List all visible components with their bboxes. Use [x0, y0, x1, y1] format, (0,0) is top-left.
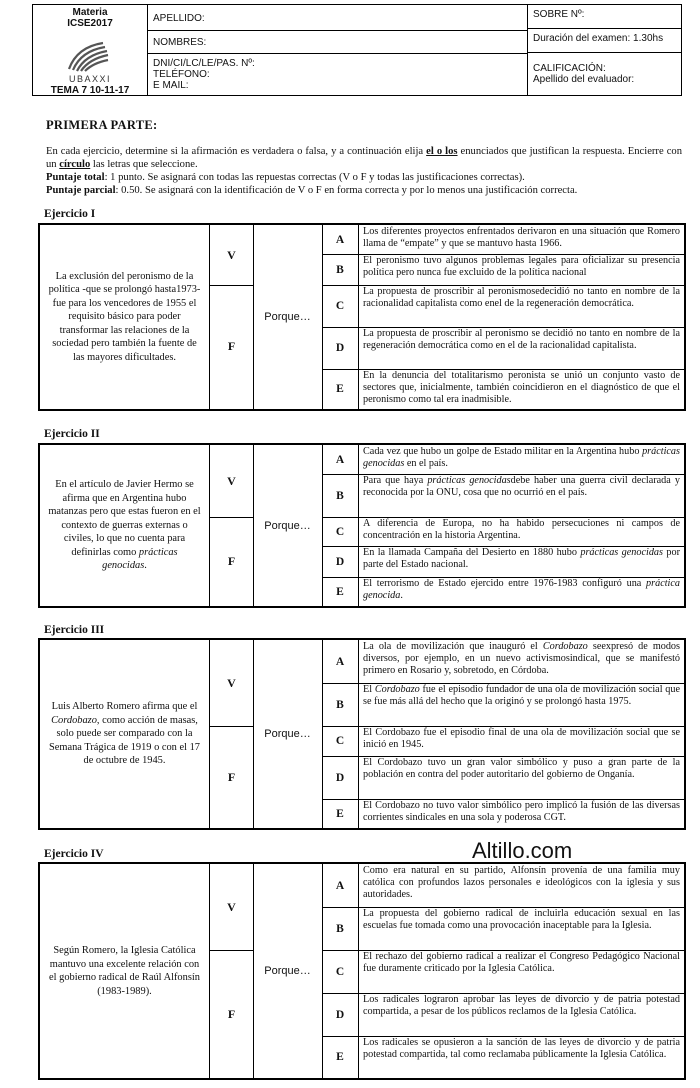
option-letter[interactable]: E	[322, 799, 359, 828]
materia-code: ICSE2017	[67, 18, 113, 29]
tema-label: TEMA 7 10-11-17	[50, 85, 130, 96]
exercise-3	[38, 638, 686, 830]
porque-label: Porque…	[253, 864, 323, 1078]
option-letter[interactable]: D	[322, 546, 359, 577]
option-text: La ola de movilización que inauguró el Cordobazo seexpresó de modos diversos, por ejemplo, en un nuevo activismosindical, que se manifestó primero en Rosario y, sobretodo, en Córdoba.	[363, 641, 680, 677]
exercise-2	[38, 443, 686, 608]
option-row[interactable]	[322, 254, 684, 286]
option-row[interactable]	[322, 327, 684, 370]
exercise-4	[38, 862, 686, 1080]
option-text: La propuesta del gobierno radical de incluirla educación sexual en las escuelas fue tomada como una provocación inaceptable para la Iglesia.	[363, 908, 680, 932]
exercise-1	[38, 223, 686, 411]
watermark: Altillo.com	[472, 838, 573, 863]
option-text: La propuesta de proscribir al peronismo se decidió no tanto en nombre de la regeneración democrática como en el de la racionalidad capitalista.	[363, 328, 680, 352]
instructions: En cada ejercicio, determine si la afirmación es verdadera o falsa, y a continuación elija el o los enunciados que justifican la respuesta. Encierre con un círculo las letras que seleccione.	[46, 146, 682, 170]
option-letter[interactable]: B	[322, 907, 359, 950]
option-text: El Cordobazo tuvo un gran valor simbólico y puso a gran parte de la población en contra del poder autoritario del gobierno de Onganía.	[363, 757, 680, 781]
option-letter[interactable]: B	[322, 474, 359, 517]
exercise-3-title: Ejercicio III	[44, 624, 105, 636]
option-letter[interactable]: A	[322, 225, 359, 254]
option-letter[interactable]: C	[322, 950, 359, 993]
option-row[interactable]	[322, 907, 684, 951]
false-option[interactable]: F	[210, 950, 254, 1078]
option-text: El Cordobazo fue el episodio fundador de una ola de movilización social que se fue más allá del hecho que la originó y se prolongó hasta 1975.	[363, 684, 681, 708]
option-row[interactable]	[322, 369, 684, 409]
option-row[interactable]	[322, 799, 684, 828]
exam-header	[32, 4, 682, 96]
apellido-field[interactable]: APELLIDO:	[153, 13, 205, 24]
puntaje-parcial: Puntaje parcial: 0.50. Se asignará con la identificación de V o F en forma correcta y por lo menos una justificación correcta.	[46, 185, 578, 196]
option-text: Para que haya prácticas genocidasdebe haber una guerra civil declarada y reconocida por la ONU, cosa que no ocurrió en el país.	[363, 475, 680, 499]
option-text: Como era natural en su partido, Alfonsín provenía de una familia muy católica con profundos lazos personales e ideológicos con la iglesia y sus autoridades.	[363, 865, 680, 901]
duracion-label: Duración del examen: 1.30hs	[533, 33, 664, 44]
option-row[interactable]	[322, 474, 684, 518]
option-text: Cada vez que hubo un golpe de Estado militar en la Argentina hubo prácticas genocidas en el país.	[363, 446, 680, 470]
telefono-field[interactable]: TELÉFONO:	[153, 69, 210, 80]
option-row[interactable]	[322, 1036, 684, 1078]
true-option[interactable]: V	[210, 445, 254, 518]
option-row[interactable]	[322, 993, 684, 1037]
porque-label: Porque…	[253, 225, 323, 409]
exercise-1-title: Ejercicio I	[44, 208, 96, 220]
logo-text: UBAXXI	[68, 74, 111, 84]
exercise-statement: La exclusión del peronismo de la política -que se prolongó hasta1973- fue para los vencedores de 1955 el requisito básico para poder transformar las relaciones de la sociedad pero también la fuente de las mayores dificultades.	[40, 225, 210, 409]
option-letter[interactable]: B	[322, 683, 359, 726]
option-row[interactable]	[322, 546, 684, 578]
option-text: La propuesta de proscribir al peronismosedecidió no tanto en nombre de la racionalidad capitalista como enel de la regeneración democrática.	[363, 286, 680, 310]
exercise-statement: En el artículo de Javier Hermo se afirma que en Argentina hubo matanzas pero que estas fueron en el contexto de guerras externas o civiles, lo que no cuenta para definirlas como prácticas genocidas.	[40, 445, 210, 606]
option-row[interactable]	[322, 225, 684, 255]
false-option[interactable]: F	[210, 726, 254, 828]
exercise-statement: Según Romero, la Iglesia Católica mantuvo una excelente relación con el gobierno radical de Raúl Alfonsín (1983-1989).	[40, 864, 210, 1078]
evaluador-field[interactable]: Apellido del evaluador:	[533, 74, 635, 85]
option-text: El rechazo del gobierno radical a realizar el Congreso Pedagógico Nacional fue duramente criticado por la Iglesia Católica.	[363, 951, 680, 975]
option-row[interactable]	[322, 640, 684, 684]
option-letter[interactable]: C	[322, 726, 359, 756]
option-row[interactable]	[322, 683, 684, 727]
option-text: El Cordobazo fue el episodio final de una ola de movilización social que se inició en 1945.	[363, 727, 680, 751]
sobre-field[interactable]: SOBRE Nº:	[533, 9, 585, 20]
option-row[interactable]	[322, 864, 684, 908]
porque-label: Porque…	[253, 640, 323, 828]
option-letter[interactable]: B	[322, 254, 359, 285]
option-letter[interactable]: A	[322, 640, 359, 683]
puntaje-total: Puntaje total: 1 punto. Se asignará con todas las repuestas correctas (V o F y todas las justificaciones correctas).	[46, 172, 525, 183]
true-option[interactable]: V	[210, 640, 254, 727]
false-option[interactable]: F	[210, 517, 254, 606]
calificacion-field[interactable]: CALIFICACIÓN:	[533, 63, 606, 74]
option-letter[interactable]: D	[322, 327, 359, 369]
option-text: Los radicales se opusieron a la sanción de las leyes de divorcio y de patria potestad compartida, tal como reclamaba públicamente la Iglesia Católica.	[363, 1037, 680, 1061]
option-text: El Cordobazo no tuvo valor simbólico pero implicó la fusión de las diversas corrientes sindicales en una sola y poderosa CGT.	[363, 800, 680, 824]
porque-label: Porque…	[253, 445, 323, 606]
option-letter[interactable]: E	[322, 577, 359, 606]
option-letter[interactable]: E	[322, 369, 359, 409]
option-row[interactable]	[322, 517, 684, 547]
option-row[interactable]	[322, 445, 684, 475]
option-text: A diferencia de Europa, no ha habido persecuciones ni campos de concentración en la historia Argentina.	[363, 518, 680, 542]
option-text: En la denuncia del totalitarismo peronista se unió un conjunto vasto de sectores que, inicialmente, también coincidieron en el diagnóstico de que el peronismo como tal era inadmisible.	[363, 370, 680, 406]
option-text: Los radicales lograron aprobar las leyes de divorcio y de patria potestad compartida, a pesar de los públicos reclamos de la Iglesia Católica.	[363, 994, 680, 1018]
exercise-4-title: Ejercicio IV	[44, 848, 104, 860]
nombres-field[interactable]: NOMBRES:	[153, 37, 207, 48]
exercise-statement: Luis Alberto Romero afirma que el Cordobazo, como acción de masas, solo puede ser comparado con la Semana Trágica de 1919 o con el 17 de octubre de 1945.	[40, 640, 210, 828]
true-option[interactable]: V	[210, 225, 254, 286]
option-letter[interactable]: D	[322, 756, 359, 799]
email-field[interactable]: E MAIL:	[153, 80, 189, 91]
true-option[interactable]: V	[210, 864, 254, 951]
option-letter[interactable]: A	[322, 864, 359, 907]
option-text: El peronismo tuvo algunos problemas legales para oficializar su presencia política pero nunca fue excluido de la política nacional	[363, 255, 680, 279]
option-row[interactable]	[322, 950, 684, 994]
option-letter[interactable]: E	[322, 1036, 359, 1078]
section-title: PRIMERA PARTE:	[46, 118, 158, 132]
option-text: Los diferentes proyectos enfrentados derivaron en una situación que Romero llama de “empate” y que se mantuvo hasta 1966.	[363, 226, 680, 250]
option-letter[interactable]: C	[322, 285, 359, 327]
option-row[interactable]	[322, 577, 684, 606]
option-letter[interactable]: D	[322, 993, 359, 1036]
ubaxxi-logo-icon	[63, 41, 113, 73]
option-text: El terrorismo de Estado ejercido entre 1976-1983 configuró una práctica genocida.	[363, 578, 680, 602]
option-text: En la llamada Campaña del Desierto en 1880 hubo prácticas genocidas por parte del Estado nacional.	[363, 547, 680, 571]
option-letter[interactable]: C	[322, 517, 359, 546]
dni-field[interactable]: DNI/CI/LC/LE/PAS. Nº:	[153, 58, 255, 69]
option-row[interactable]	[322, 726, 684, 757]
exercise-2-title: Ejercicio II	[44, 428, 100, 440]
option-row[interactable]	[322, 756, 684, 800]
option-row[interactable]	[322, 285, 684, 328]
materia-label: Materia	[72, 7, 108, 18]
option-letter[interactable]: A	[322, 445, 359, 474]
false-option[interactable]: F	[210, 283, 254, 409]
